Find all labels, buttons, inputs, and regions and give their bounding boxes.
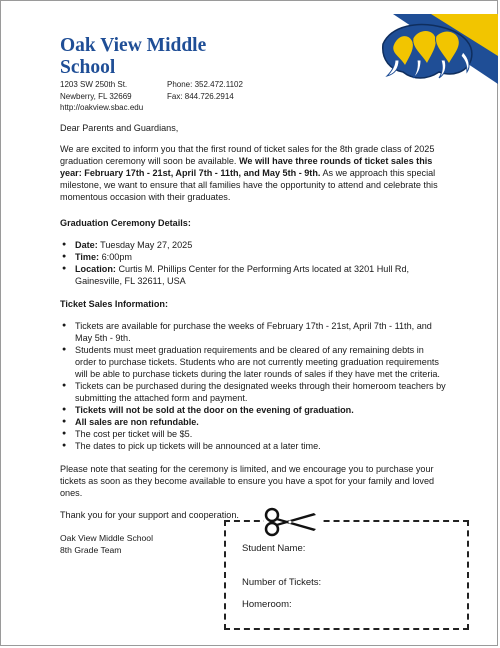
letter-body (60, 122, 446, 521)
fax-number: Fax: 844.726.2914 (167, 91, 234, 101)
sales-item-no-door-sales: ● Tickets will not be sold at the door on the evening of graduation. (60, 404, 446, 416)
intro-text-2: As we approach this special milestone, we want to ensure that all families have the opportunity to attend and celebrate this momentous occasion with their graduates. (60, 168, 438, 202)
ceremony-details-list (60, 239, 446, 287)
intro-paragraph (60, 143, 446, 203)
sales-item: ● Students must meet graduation requirements and be cleared of any remaining debts in order to purchase tickets. Students who are not currently meeting graduation requirements will be able to purchase tickets during the later rounds of sales if they have met the criteria. (60, 344, 446, 380)
detail-date (60, 239, 446, 251)
ticket-sales-list (60, 320, 446, 452)
detail-location (60, 263, 446, 287)
sales-heading: Ticket Sales Information: (60, 299, 168, 309)
sales-item: ● Tickets can be purchased during the designated weeks through their homeroom teachers by submitting the attached form and payment. (60, 380, 446, 404)
school-contact (167, 79, 243, 102)
signature-team: 8th Grade Team (60, 545, 122, 555)
sales-item: ● The dates to pick up tickets will be announced at a later time. (60, 440, 446, 452)
phone-number: Phone: 352.472.1102 (167, 80, 243, 89)
school-name: Oak View Middle School (60, 35, 207, 78)
scissors-icon (264, 507, 320, 537)
school-logo-eagle-talon (373, 14, 498, 84)
greeting: Dear Parents and Guardians, (60, 123, 179, 133)
ticket-request-form (224, 520, 469, 630)
address-line-2: Newberry, FL 32669 (60, 91, 132, 101)
date-value: Tuesday May 27, 2025 (97, 240, 193, 250)
location-value: Curtis M. Phillips Center for the Performing Arts located at 3201 Hull Rd, Gainesville, FL 32611, USA (75, 264, 410, 286)
time-value: 6:00pm (99, 252, 132, 262)
intro-text-1: We are excited to inform you that the first round of ticket sales for the 8th grade class of 2025 graduation ceremony will soon be available. (60, 144, 435, 166)
closing-paragraph: Please note that seating for the ceremony is limited, and we encourage you to purchase your tickets as soon as they become available to ensure you have a spot for your family and loved ones. (60, 464, 435, 498)
sales-item-non-refundable: ● All sales are non refundable. (60, 416, 446, 428)
detail-time (60, 251, 446, 263)
student-name-label: Student Name: (242, 543, 306, 554)
homeroom-label: Homeroom: (242, 599, 292, 610)
intro-sales-rounds: We will have three rounds of ticket sales this year: February 17th - 21st, April 7th - 11th, and May 5th - 9th. (60, 156, 433, 178)
date-label: Date: (75, 240, 98, 250)
details-heading: Graduation Ceremony Details: (60, 218, 191, 228)
school-address (60, 79, 143, 114)
school-website-link[interactable]: http://oakview.sbac.edu (60, 103, 144, 112)
location-label: Location: (75, 264, 116, 274)
number-of-tickets-label: Number of Tickets: (242, 577, 322, 588)
sales-item: ● The cost per ticket will be $5. (60, 428, 446, 440)
signature-block (60, 532, 153, 556)
time-label: Time: (75, 252, 100, 262)
thanks-line: Thank you for your support and cooperation. (60, 510, 239, 520)
sales-item: ● Tickets are available for purchase the weeks of February 17th - 21st, April 7th - 11th, and May 5th - 9th. (60, 320, 446, 344)
address-line-1: 1203 SW 250th St. (60, 80, 128, 89)
signature-school: Oak View Middle School (60, 533, 153, 543)
